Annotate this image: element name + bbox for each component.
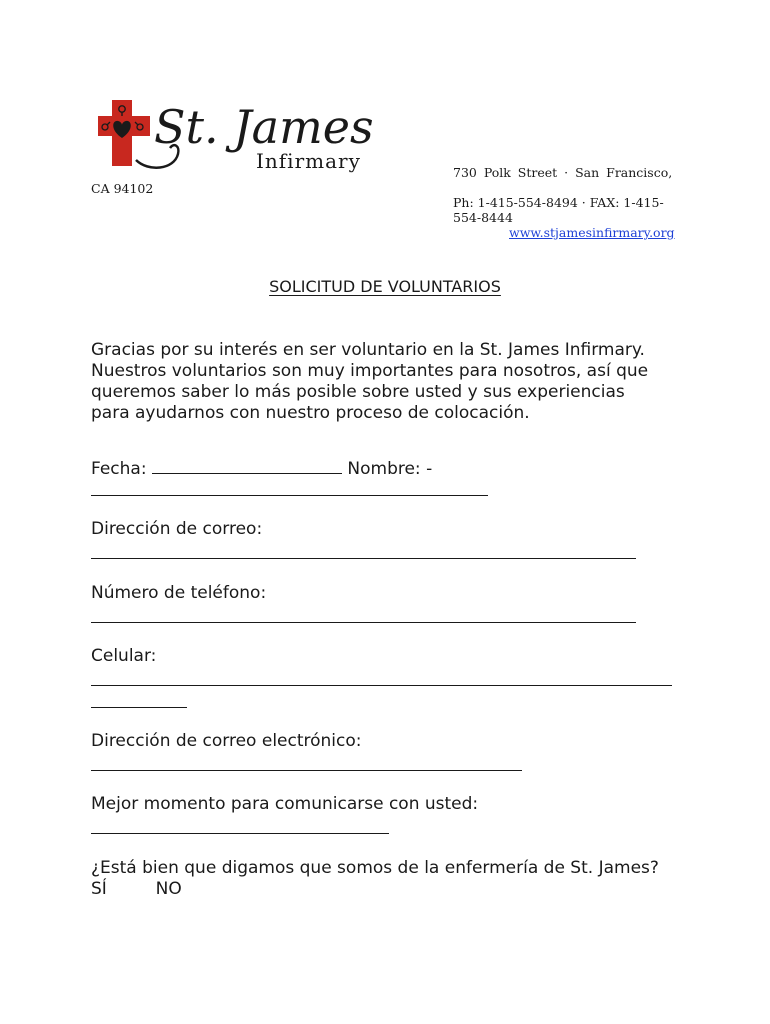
address-line-2: CA 94102 [91,181,154,196]
phone-line-2: 554-8444 [453,210,513,225]
intro-line: Gracias por su interés en ser voluntario en la St. James Infirmary. [91,340,645,360]
red-cross-icon [98,100,150,166]
logo-name-text: St. James [154,100,374,154]
intro-line: queremos saber lo más posible sobre usted y sus experiencias [91,382,625,402]
page-title-text: SOLICITUD DE VOLUNTARIOS [269,277,501,296]
email-label: Dirección de correo electrónico: [91,731,362,751]
intro-paragraph [91,340,648,424]
direccion-label: Dirección de correo: [91,519,263,539]
celular-field[interactable] [91,668,672,686]
direccion-field[interactable] [91,541,636,559]
telefono-label: Número de teléfono: [91,583,267,603]
nombre-label: Nombre: - [347,459,433,479]
si-option[interactable]: SÍ [91,879,107,899]
direccion-field-row [91,541,636,565]
email-field[interactable] [91,753,522,771]
st-james-infirmary-logo [96,98,381,173]
fecha-field[interactable] [152,456,342,474]
celular-field-continued[interactable] [91,690,187,708]
no-option[interactable]: NO [155,879,182,899]
fecha-nombre-row [91,456,432,480]
address-line-1: 730 Polk Street · San Francisco, [453,165,673,180]
nombre-field-row [91,478,488,502]
celular-field-row-2 [91,690,187,714]
email-field-row [91,753,522,777]
fecha-label: Fecha: [91,459,147,479]
telefono-field-row [91,605,636,629]
celular-field-row [91,668,672,692]
momento-field-row [91,816,389,840]
phone-line-1: Ph: 1-415-554-8494 · FAX: 1-415- [453,195,664,210]
page-title [0,277,770,296]
momento-field[interactable] [91,816,389,834]
pregunta-label: ¿Está bien que digamos que somos de la enfermería de St. James? [91,858,659,878]
logo-sub-text: Infirmary [256,149,361,173]
momento-label: Mejor momento para comunicarse con usted: [91,794,479,814]
website-link[interactable]: www.stjamesinfirmary.org [509,225,675,240]
celular-label: Celular: [91,646,157,666]
intro-line: Nuestros voluntarios son muy importantes para nosotros, así que [91,361,649,381]
telefono-field[interactable] [91,605,636,623]
si-no-row [91,879,182,900]
nombre-field[interactable] [91,478,488,496]
intro-line: para ayudarnos con nuestro proceso de colocación. [91,403,530,423]
